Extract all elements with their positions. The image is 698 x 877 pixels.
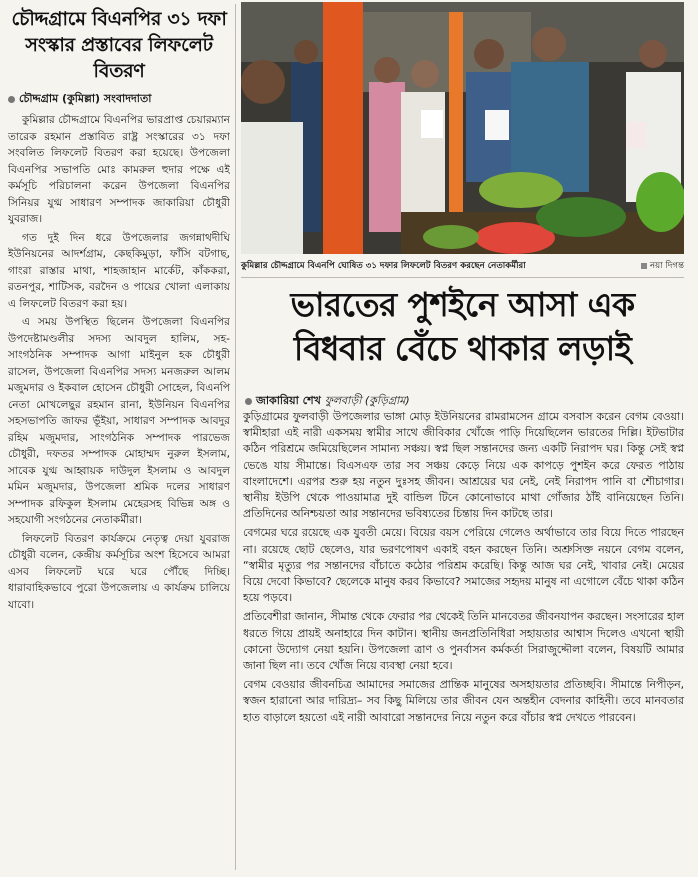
- square-bullet-icon: [641, 263, 647, 269]
- headline-line-1: ভারতের পুশইনে আসা এক: [290, 285, 635, 324]
- photo-caption-text: কুমিল্লার চৌদ্দগ্রামে বিএনপি ঘোষিত ৩১ দফার লিফলেট বিতরণ করছেন নেতাকর্মীরা: [241, 261, 526, 271]
- left-byline-text: চৌদ্দগ্রাম (কুমিল্লা) সংবাদদাতা: [19, 92, 152, 105]
- left-paragraph: গত দুই দিন ধরে উপজেলার জগন্নাথদীঘি ইউনিয়নের আদর্শগ্রাম, কেছকিমুড়া, ফাঁসি বটগাছ, গাংরা রাস্তার মাথা, শাহজাহান মার্কেট, কাঁককরা, রতনপুর, শাটিসক, বরদৈন ও পায়ের খোলা এলাকায় এ লিফলেট বিতরণ করা হয়।: [8, 231, 230, 310]
- headline-line-2: বিধবার বেঁচে থাকার লড়াই: [293, 329, 632, 368]
- right-article-headline: [241, 283, 684, 371]
- byline-place: ফুলবাড়ী (কুড়িগ্রাম): [324, 394, 410, 407]
- left-article-body: [8, 112, 230, 613]
- left-paragraph: লিফলেট বিতরণ কার্যক্রমে নেতৃত্ব দেয়া যুবরাজ চৌধুরী বলেন, কেন্দ্রীয় কর্মসূচির অংশ হিসেবে আমরা এসব লিফলেট ঘরে ঘরে পৌঁছে দিচ্ছি। ধারাবাহিকভাবে পুরো উপজেলায় এ কার্যক্রম চালিয়ে যাবো।: [8, 532, 230, 611]
- photo-credit: [641, 259, 684, 273]
- news-photo: [241, 2, 684, 254]
- left-paragraph: এ সময় উপস্থিত ছিলেন উপজেলা বিএনপির উপদেষ্টামণ্ডলীর সদস্য আবদুল হালিম, সহ-সাংগঠনিক সম্পাদক আগা মাইনুল হক চৌধুরী রাসেল, উপজেলা বিএনপির সদস্য মনজরুল আলম মজুমদার ও ইকবাল হোসেন চৌধুরী সোহেল, বিএনপি নেতা মোখলেছুর রহমান রানা, ইউনিয়ন বিএনপির সহসভাপতি জাফর ভূঁইয়া, সাধারণ সম্পাদক আবদুর রহিম মজুমদার, সাংগঠনিক সম্পাদক পারভেজ চৌধুরী, দফতর সম্পাদক মোহাম্মদ নুরুল ইসলাম, সাবেক যুগ্ম আহ্বায়ক দাউদুল ইসলাম ও আবদুল মমিন মজুমদার, উপজেলা শ্রমিক দলের সাধারণ সম্পাদক রফিকুল ইসলাম মেহেরসহ বিভিন্ন অঙ্গ ও সহযোগী সংগঠনের নেতাকর্মীরা।: [8, 316, 230, 526]
- photo-illustration: [241, 2, 684, 254]
- right-paragraph: বেগম বেওয়ার জীবনচিত্র আমাদের সমাজের প্রান্তিক মানুষের অসহায়তার প্রতিচ্ছবি। সীমান্তে নিপীড়ন, স্বজন হারানো আর দারিদ্র্য– সব কিছু মিলিয়ে তার জীবন যেন অন্তহীন বেদনার কাহিনী। তবে মানবতার হাত বাড়ালে হয়তো এই নারী আবারো সন্তানদের নিয়ে নতুন করে বাঁচার স্বপ্ন দেখতে পারবেন।: [243, 678, 684, 724]
- right-paragraph: প্রতিবেশীরা জানান, সীমান্ত থেকে ফেরার পর থেকেই তিনি মানবেতর জীবনযাপন করছেন। সংসারের হাল ধরতে গিয়ে প্রায়ই অনাহারে দিন কাটান। স্থানীয় জনপ্রতিনিধিরা সহায়তার আশ্বাস দিলেও এখনো স্থায়ী কোনো উদ্যোগ নেয়া হয়নি। উপজেলা ত্রাণ ও পুনর্বাসন কর্মকর্তা সিরাজুদ্দৌলা বলেন, বিষয়টি আমার জানা ছিল না। তবে খোঁজ নিয়ে ব্যবস্থা নেয়া হবে।: [243, 610, 684, 673]
- left-article-byline: [8, 90, 230, 109]
- photo-credit-text: নয়া দিগন্ত: [650, 261, 684, 271]
- right-paragraph: কুড়িগ্রামের ফুলবাড়ী উপজেলার ভাঙ্গা মোড় ইউনিয়নের রামরামসেন গ্রামে বসবাস করেন বেগম বেওয়া। স্বামীহারা এই নারী একসময় স্বামীর সাথে জীবিকার খোঁজে পাড়ি দিয়েছিলেন ভারতের দিল্লি। ইটভাটার কঠিন পরিশ্রমে জমিয়েছিলেন সামান্য সঞ্চয়। স্বপ্ন ছিল সন্তানদের জন্য একটি নিরাপদ ঘর। কিন্তু সেই স্বপ্ন ভেঙে যায় সীমান্তে। বিএসএফ তার সব সঞ্চয় কেড়ে নিয়ে এক কাপড়ে পুশইন করে ফেরত পাঠায় বাংলাদেশে। এরপর শুরু হয় নতুন দুঃসহ জীবন। আশ্রয়ের ঘর নেই, নেই নিরাপদ পানি বা শৌচাগার। স্থানীয় ইউপি থেকে পাওয়ামাত্র দুই বান্ডিল টিনে কোনোভাবে মাথা গোঁজার ঠাঁই বানিয়েছেন তিনি। প্রতিদিনের অনিশ্চয়তা আর সন্তানদের ভবিষ্যতের চিন্তায় দিন কাটছে তার।: [243, 410, 684, 521]
- photo-caption: [241, 258, 684, 274]
- right-paragraph: বেগমের ঘরে রয়েছে এক যুবতী মেয়ে। বিয়ের বয়স পেরিয়ে গেলেও অর্থাভাবে তার বিয়ে দিতে পারছেন না। রয়েছে ছোট ছেলেও, যার ভরণপোষণ একাই বহন করছেন তিনি। অশ্রুসিক্ত নয়নে বেগম বলেন, “স্বামীর মৃত্যুর পর সন্তানদের বাঁচাতে কঠোর পরিশ্রম করেছি। কিন্তু আজ ঘর নেই, খাবার নেই। মেয়ের বিয়ে দেবো কিভাবে? ছেলেকে মানুষ করব কিভাবে? সমাজের সহৃদয় মানুষ না এগোলে বেঁচে থাকা কঠিন হয়ে পড়বে।: [243, 526, 684, 605]
- right-article-body: [243, 409, 684, 729]
- left-paragraph: কুমিল্লার চৌদ্দগ্রামে বিএনপির ভারপ্রাপ্ত চেয়ারম্যান তারেক রহমান প্রস্তাবিত রাষ্ট্র সংস্কারের ৩১ দফা সংবলিত লিফলেট বিতরণ করা হয়েছে। উপজেলা বিএনপির সভাপতি মোঃ কামরুল হুদার পক্ষে এই কর্মসূচি পরিচালনা করেন উপজেলা বিএনপির সিনিয়র যুগ্ম সাধারণ সম্পাদক জাকারিয়া চৌধুরী যুবরাজ।: [8, 114, 230, 225]
- column-divider: [235, 4, 236, 870]
- left-article: [8, 4, 230, 870]
- left-article-headline: চৌদ্দগ্রামে বিএনপির ৩১ দফা সংস্কার প্রস্তাবের লিফলেট বিতরণ: [11, 8, 227, 82]
- byline-name: জাকারিয়া শেখ: [256, 394, 321, 407]
- bullet-icon: [8, 96, 15, 103]
- section-divider: [241, 277, 684, 278]
- bullet-icon: [245, 398, 252, 405]
